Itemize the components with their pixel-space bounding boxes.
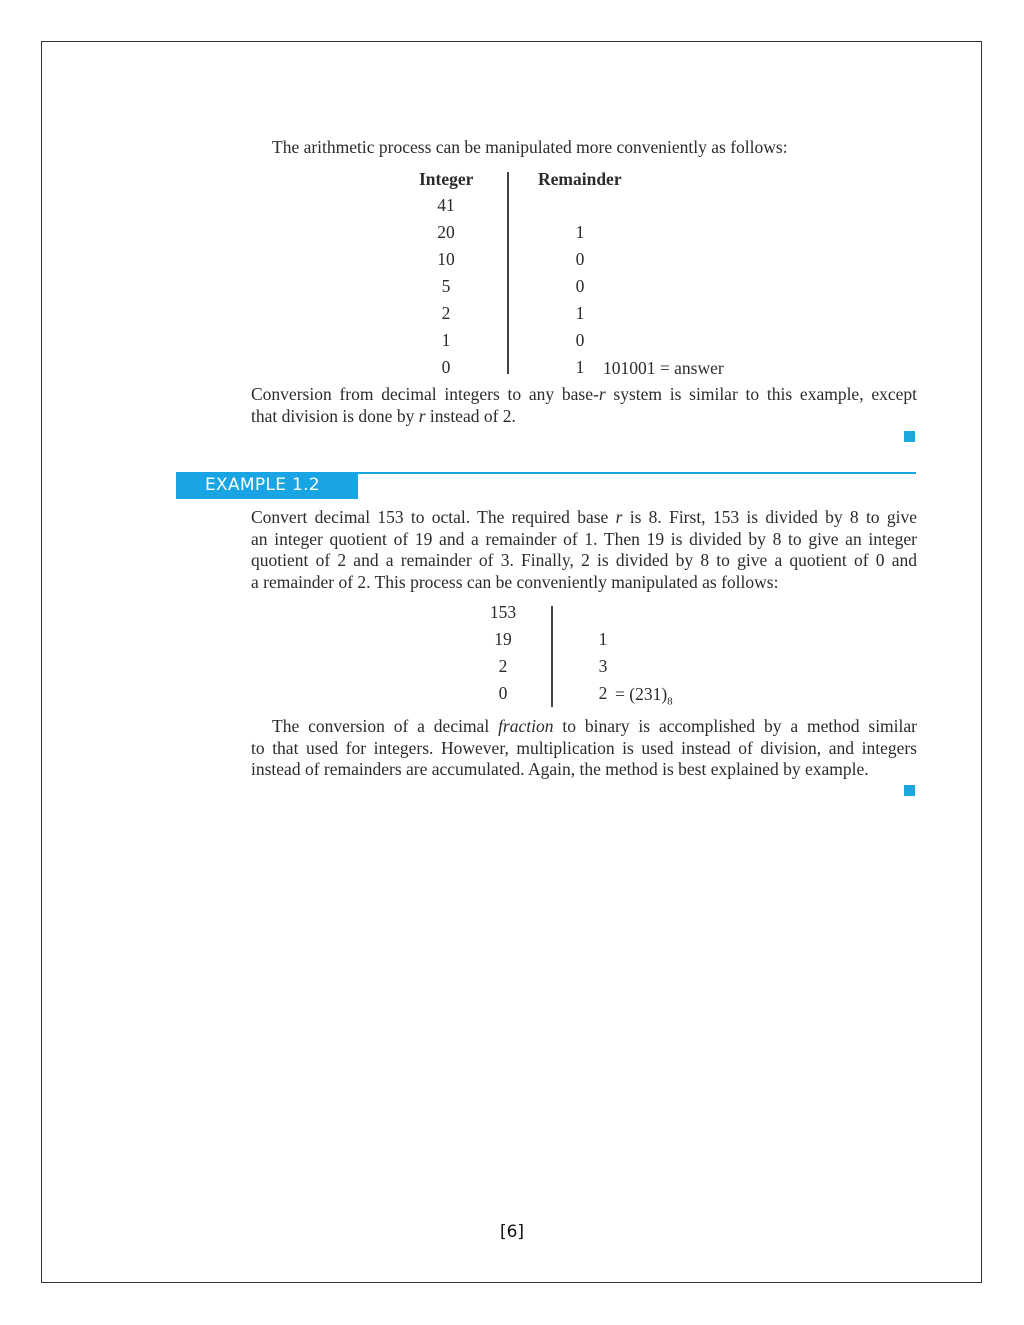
integer-cell: 153	[489, 602, 517, 622]
table1-divider	[507, 172, 509, 374]
example-label: EXAMPLE 1.2	[176, 472, 358, 499]
table2-divider	[551, 606, 553, 707]
remainder-cell: 1	[575, 303, 585, 323]
header-remainder: Remainder	[538, 169, 622, 189]
integer-cell: 20	[437, 222, 455, 242]
integer-cell: 1	[441, 330, 451, 350]
integer-cell: 2	[498, 656, 508, 676]
octal-result: = $(231)_8$	[615, 684, 673, 708]
header-integer: Integer	[419, 169, 474, 189]
integer-cell: 0	[441, 357, 451, 377]
end-of-example-marker	[904, 431, 915, 442]
remainder-cell: 0	[575, 330, 585, 350]
intro-text: The arithmetic process can be manipulated more conveniently as follows:	[272, 137, 788, 157]
integer-cell: 10	[437, 249, 455, 269]
fraction-paragraph: The conversion of a decimal fraction to binary is accomplished by a method similar to that used for integers. However, multiplication is used instead of division, and integers instead of remainders are accumulated. Again, the method is best explained by example.	[251, 716, 917, 779]
integer-cell: 41	[437, 195, 455, 215]
remainder-cell: 2	[598, 683, 608, 703]
remainder-cell: 1	[575, 357, 585, 377]
integer-cell: 19	[494, 629, 512, 649]
integer-cell: 0	[498, 683, 508, 703]
remainder-cell: 0	[575, 249, 585, 269]
answer-text: 101001 = answer	[603, 358, 724, 378]
remainder-cell: 1	[575, 222, 585, 242]
example-rule	[358, 472, 916, 474]
remainder-cell: 3	[598, 656, 608, 676]
page-number: [6]	[499, 1222, 525, 1242]
integer-cell: 2	[441, 303, 451, 323]
remainder-cell: 1	[598, 629, 608, 649]
integer-cell: 5	[441, 276, 451, 296]
end-of-example-marker-2	[904, 785, 915, 796]
remainder-cell: 0	[575, 276, 585, 296]
conversion-paragraph: Conversion from decimal integers to any base-r system is similar to this example, except that division is done by r instead of 2.	[251, 384, 917, 426]
example-paragraph: Convert decimal 153 to octal. The required base r is 8. First, 153 is divided by 8 to give an integer quotient of 19 and a remainder of 1. Then 19 is divided by 8 to give an integer quotient of 2 and a remainder of 3. Finally, 2 is divided by 8 to give a quotient of 0 and a remainder of 2. This process can be conveniently manipulated as follows:	[251, 507, 917, 592]
